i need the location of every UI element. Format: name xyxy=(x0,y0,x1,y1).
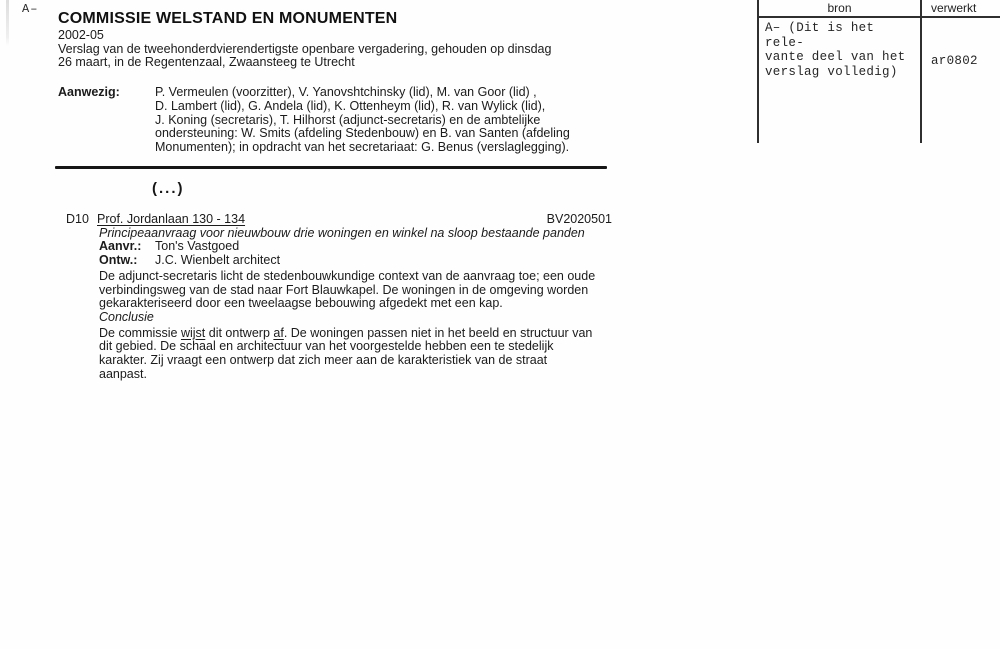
stamp-column-verwerkt xyxy=(920,0,1000,143)
doc-number: 2002-05 xyxy=(58,28,104,42)
stamp-header-bron: bron xyxy=(759,0,920,18)
attendees-list xyxy=(155,86,570,155)
applicant-row xyxy=(99,240,612,254)
conclusion-label: Conclusie xyxy=(99,309,154,324)
meeting-description xyxy=(58,43,612,70)
stamp-bron-line: verslag volledig) xyxy=(765,64,898,79)
designer-label: Ontw.: xyxy=(99,253,138,268)
attendees-line: ondersteuning: W. Smits (afdeling Stedenbouw) en B. van Santen (afdeling xyxy=(155,126,570,141)
attendees-line: J. Koning (secretaris), T. Hilhorst (adjunct-secretaris) en de ambtelijke xyxy=(155,112,541,127)
stamp-header-verwerkt: verwerkt xyxy=(922,0,1000,18)
scan-artifact xyxy=(6,0,9,46)
item-description-line: verbindingsweg van de stad naar Fort Blauwkapel. De woningen in de omgeving worden xyxy=(99,282,589,297)
conclusion-line: karakter. Zij vraagt een ontwerp dat zich meer aan de karakteristiek van de straat xyxy=(99,353,548,368)
agenda-item-header xyxy=(58,213,612,227)
conclusion-segment: . De woningen passen niet in het beeld en structuur van xyxy=(283,325,593,340)
conclusion-line: dit gebied. De schaal en architectuur van het voorgestelde hebben een te stedelijk xyxy=(99,339,554,354)
conclusion-segment-underlined: af xyxy=(273,325,284,340)
stamp-bron-line: A– (Dit is het rele- xyxy=(765,21,875,50)
attendees-line: D. Lambert (lid), G. Andela (lid), K. Ottenheym (lid), R. van Wylick (lid), xyxy=(155,98,546,113)
item-description xyxy=(99,270,612,311)
conclusion-text xyxy=(99,327,612,382)
conclusion-segment: dit ontwerp xyxy=(205,325,274,340)
agenda-item-address: Prof. Jordanlaan 130 - 134 xyxy=(97,212,246,226)
agenda-item-case-number: BV2020501 xyxy=(546,212,612,226)
attendees-line: P. Vermeulen (voorzitter), V. Yanovshtchinsky (lid), M. van Goor (lid) , xyxy=(155,85,537,100)
applicant-label: Aanvr.: xyxy=(99,239,142,254)
conclusion-segment: De commissie xyxy=(99,325,181,340)
attendees-section xyxy=(58,86,612,155)
section-divider xyxy=(55,166,607,169)
meeting-description-line: 26 maart, in de Regentenzaal, Zwaansteeg te Utrecht xyxy=(58,55,355,70)
stamp-bron-line: vante deel van het xyxy=(765,50,906,65)
applicant-value: Ton's Vastgoed xyxy=(155,239,240,254)
document-header xyxy=(58,10,612,155)
agenda-item-d10 xyxy=(58,213,612,381)
designer-row xyxy=(99,254,612,268)
attendees-label: Aanwezig: xyxy=(58,85,120,100)
conclusion-segment-underlined: wijst xyxy=(180,325,206,340)
item-description-line: gekarakteriseerd door een tweelaagse bebouwing afgedekt met een kap. xyxy=(99,296,503,311)
stamp-table xyxy=(757,0,1000,143)
item-description-line: De adjunct-secretaris licht de stedenbouwkundige context van de aanvraag toe; een oude xyxy=(99,268,596,283)
agenda-item-body xyxy=(99,227,612,382)
meeting-description-line: Verslag van de tweehonderdvierendertigste openbare vergadering, gehouden op dinsdag xyxy=(58,41,552,56)
omitted-content-mark: (...) xyxy=(152,180,185,197)
conclusion-line xyxy=(99,327,612,341)
page-title: COMMISSIE WELSTAND EN MONUMENTEN xyxy=(58,10,398,27)
stamp-column-bron xyxy=(757,0,920,143)
attendees-line: Monumenten); in opdracht van het secretariaat: G. Benus (verslaglegging). xyxy=(155,139,570,154)
agenda-item-subtitle: Principeaanvraag voor nieuwbouw drie woningen en winkel na sloop bestaande panden xyxy=(99,225,585,240)
stamp-bron-note xyxy=(759,18,920,79)
designer-value: J.C. Wienbelt architect xyxy=(155,253,281,268)
agenda-item-number: D10 xyxy=(66,212,89,226)
conclusion-line: aanpast. xyxy=(99,366,147,381)
corner-annotation: A– xyxy=(22,2,39,16)
stamp-verwerkt-code: ar0802 xyxy=(931,54,978,68)
